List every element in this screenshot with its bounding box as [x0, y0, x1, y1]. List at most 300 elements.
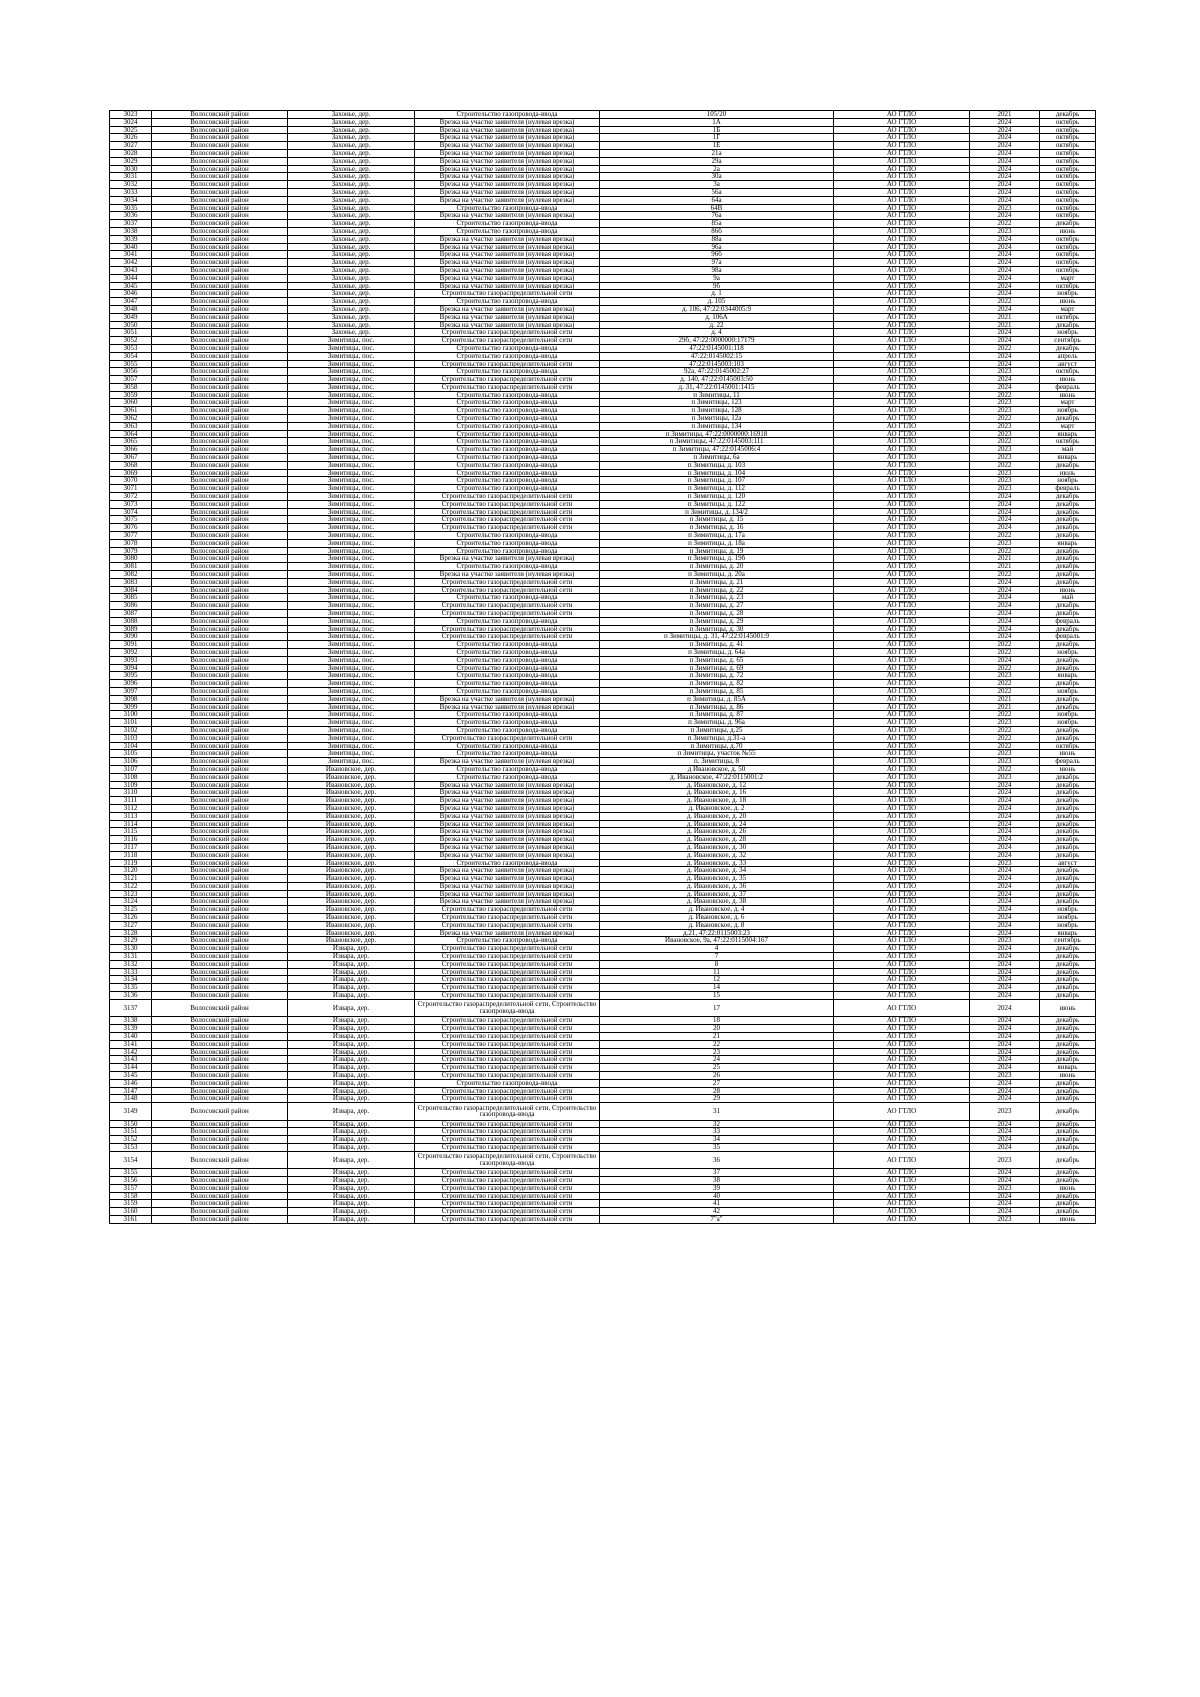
table-row	[110, 290, 1096, 298]
cell-month: октябрь	[1040, 157, 1096, 165]
cell-work-type: Врезка на участке заявителя (нулевая врезка)	[415, 118, 600, 126]
cell-row-number: 3128	[110, 929, 152, 937]
cell-year: 2023	[970, 719, 1040, 727]
cell-row-number: 3110	[110, 789, 152, 797]
cell-district: Волосовский район	[152, 508, 288, 516]
cell-settlement: Зимитицы, пос.	[288, 695, 415, 703]
cell-row-number: 3123	[110, 890, 152, 898]
cell-month: ноябрь	[1040, 914, 1096, 922]
cell-settlement: Извара, дер.	[288, 992, 415, 1000]
cell-work-type: Врезка на участке заявителя (нулевая врезка)	[415, 259, 600, 267]
cell-organization: АО ГТЛО	[834, 1064, 970, 1072]
cell-year: 2022	[970, 547, 1040, 555]
cell-address: 22	[600, 1040, 834, 1048]
cell-organization: АО ГТЛО	[834, 555, 970, 563]
cell-row-number: 3133	[110, 968, 152, 976]
table-row	[110, 157, 1096, 165]
table-row	[110, 906, 1096, 914]
cell-district: Волосовский район	[152, 539, 288, 547]
cell-district: Волосовский район	[152, 212, 288, 220]
cell-address: п Зимитицы, 47:22:0145003:111	[600, 438, 834, 446]
cell-year: 2024	[970, 875, 1040, 883]
cell-year: 2021	[970, 313, 1040, 321]
cell-district: Волосовский район	[152, 305, 288, 313]
cell-year: 2024	[970, 1200, 1040, 1208]
cell-organization: АО ГТЛО	[834, 493, 970, 501]
table-row	[110, 196, 1096, 204]
cell-organization: АО ГТЛО	[834, 313, 970, 321]
cell-settlement: Зимитицы, пос.	[288, 641, 415, 649]
cell-work-type: Врезка на участке заявителя (нулевая врезка)	[415, 555, 600, 563]
cell-address: д. Ивановское, д. 8	[600, 921, 834, 929]
cell-organization: АО ГТЛО	[834, 1216, 970, 1224]
cell-year: 2022	[970, 664, 1040, 672]
cell-month: ноябрь	[1040, 719, 1096, 727]
table-row	[110, 1032, 1096, 1040]
cell-year: 2024	[970, 1048, 1040, 1056]
cell-month: октябрь	[1040, 118, 1096, 126]
cell-row-number: 3124	[110, 898, 152, 906]
cell-organization: АО ГТЛО	[834, 758, 970, 766]
cell-year: 2024	[970, 500, 1040, 508]
cell-work-type: Строительство газопровода-ввода	[415, 430, 600, 438]
cell-organization: АО ГТЛО	[834, 1151, 970, 1169]
cell-row-number: 3136	[110, 992, 152, 1000]
cell-district: Волосовский район	[152, 1056, 288, 1064]
cell-month: декабрь	[1040, 797, 1096, 805]
cell-address: д. 105	[600, 298, 834, 306]
cell-work-type: Строительство газопровода-ввода	[415, 750, 600, 758]
cell-row-number: 3054	[110, 352, 152, 360]
cell-address: п Зимитицы, д. 19	[600, 547, 834, 555]
cell-work-type: Строительство газораспределительной сети	[415, 1136, 600, 1144]
cell-month: декабрь	[1040, 555, 1096, 563]
cell-year: 2021	[970, 111, 1040, 119]
cell-organization: АО ГТЛО	[834, 344, 970, 352]
cell-row-number: 3064	[110, 430, 152, 438]
cell-row-number: 3070	[110, 477, 152, 485]
cell-month: декабрь	[1040, 820, 1096, 828]
cell-row-number: 3086	[110, 602, 152, 610]
table-row	[110, 500, 1096, 508]
cell-organization: АО ГТЛО	[834, 337, 970, 345]
cell-row-number: 3141	[110, 1040, 152, 1048]
cell-row-number: 3122	[110, 882, 152, 890]
cell-organization: АО ГТЛО	[834, 875, 970, 883]
cell-month: декабрь	[1040, 415, 1096, 423]
cell-address: п Зимитицы, д.25	[600, 726, 834, 734]
cell-organization: АО ГТЛО	[834, 407, 970, 415]
cell-year: 2024	[970, 524, 1040, 532]
cell-settlement: Зимитицы, пос.	[288, 656, 415, 664]
cell-district: Волосовский район	[152, 765, 288, 773]
cell-row-number: 3131	[110, 953, 152, 961]
cell-organization: АО ГТЛО	[834, 399, 970, 407]
cell-address: п Зимитицы, 47:22:0000000:16918	[600, 430, 834, 438]
table-row	[110, 1216, 1096, 1224]
table-row	[110, 602, 1096, 610]
cell-organization: АО ГТЛО	[834, 524, 970, 532]
cell-work-type: Строительство газопровода-ввода	[415, 719, 600, 727]
cell-work-type: Строительство газопровода-ввода	[415, 438, 600, 446]
table-row	[110, 516, 1096, 524]
table-row	[110, 633, 1096, 641]
cell-row-number: 3079	[110, 547, 152, 555]
cell-work-type: Строительство газопровода-ввода	[415, 368, 600, 376]
cell-row-number: 3117	[110, 843, 152, 851]
cell-organization: АО ГТЛО	[834, 461, 970, 469]
cell-work-type: Строительство газораспределительной сети	[415, 1025, 600, 1033]
table-row	[110, 921, 1096, 929]
cell-row-number: 3060	[110, 399, 152, 407]
table-row	[110, 235, 1096, 243]
cell-district: Волосовский район	[152, 1048, 288, 1056]
table-row	[110, 882, 1096, 890]
table-row	[110, 282, 1096, 290]
cell-organization: АО ГТЛО	[834, 656, 970, 664]
cell-organization: АО ГТЛО	[834, 532, 970, 540]
cell-month: декабрь	[1040, 1087, 1096, 1095]
cell-settlement: Извара, дер.	[288, 968, 415, 976]
cell-row-number: 3139	[110, 1025, 152, 1033]
cell-address: Ивановское, 9а, 47:22:0115004:167	[600, 937, 834, 945]
table-row	[110, 313, 1096, 321]
cell-organization: АО ГТЛО	[834, 937, 970, 945]
cell-row-number: 3134	[110, 976, 152, 984]
table-row	[110, 438, 1096, 446]
cell-address: д. 4	[600, 329, 834, 337]
cell-settlement: Захонье, дер.	[288, 165, 415, 173]
cell-row-number: 3091	[110, 641, 152, 649]
table-row	[110, 781, 1096, 789]
cell-organization: АО ГТЛО	[834, 274, 970, 282]
cell-address: п Зимитицы, д. 21	[600, 578, 834, 586]
table-row	[110, 539, 1096, 547]
cell-work-type: Врезка на участке заявителя (нулевая врезка)	[415, 695, 600, 703]
cell-address: 37	[600, 1169, 834, 1177]
cell-settlement: Ивановское, дер.	[288, 851, 415, 859]
cell-row-number: 3061	[110, 407, 152, 415]
cell-month: август	[1040, 859, 1096, 867]
cell-district: Волосовский район	[152, 1144, 288, 1152]
cell-settlement: Извара, дер.	[288, 1056, 415, 1064]
cell-district: Волосовский район	[152, 149, 288, 157]
table-row	[110, 953, 1096, 961]
cell-district: Волосовский район	[152, 750, 288, 758]
cell-settlement: Зимитицы, пос.	[288, 383, 415, 391]
cell-row-number: 3115	[110, 828, 152, 836]
cell-address: п Зимитицы, д. 23	[600, 594, 834, 602]
cell-year: 2024	[970, 274, 1040, 282]
cell-address: п Зимитицы, д. 103	[600, 461, 834, 469]
table-row	[110, 111, 1096, 119]
cell-organization: АО ГТЛО	[834, 921, 970, 929]
cell-district: Волосовский район	[152, 1087, 288, 1095]
cell-year: 2024	[970, 337, 1040, 345]
cell-settlement: Извара, дер.	[288, 1095, 415, 1103]
cell-address: 31	[600, 1103, 834, 1121]
cell-address: д. 22	[600, 321, 834, 329]
cell-month: декабрь	[1040, 1103, 1096, 1121]
cell-work-type: Строительство газораспределительной сети	[415, 329, 600, 337]
cell-work-type: Врезка на участке заявителя (нулевая врезка)	[415, 820, 600, 828]
cell-year: 2024	[970, 843, 1040, 851]
cell-district: Волосовский район	[152, 415, 288, 423]
cell-work-type: Строительство газораспределительной сети	[415, 1192, 600, 1200]
cell-work-type: Строительство газораспределительной сети	[415, 578, 600, 586]
cell-row-number: 3034	[110, 196, 152, 204]
cell-organization: АО ГТЛО	[834, 1208, 970, 1216]
cell-year: 2023	[970, 859, 1040, 867]
cell-month: октябрь	[1040, 196, 1096, 204]
cell-address: д. Ивановское, д. 4	[600, 906, 834, 914]
cell-row-number: 3120	[110, 867, 152, 875]
cell-settlement: Зимитицы, пос.	[288, 399, 415, 407]
cell-year: 2024	[970, 851, 1040, 859]
cell-address: 26	[600, 1071, 834, 1079]
cell-organization: АО ГТЛО	[834, 290, 970, 298]
cell-work-type: Строительство газопровода-ввода	[415, 672, 600, 680]
cell-address: п Зимитицы, д. 85	[600, 687, 834, 695]
table-row	[110, 446, 1096, 454]
cell-row-number: 3150	[110, 1120, 152, 1128]
cell-organization: АО ГТЛО	[834, 1025, 970, 1033]
cell-organization: АО ГТЛО	[834, 1103, 970, 1121]
cell-month: февраль	[1040, 485, 1096, 493]
cell-year: 2024	[970, 165, 1040, 173]
cell-month: июнь	[1040, 586, 1096, 594]
cell-organization: АО ГТЛО	[834, 259, 970, 267]
cell-district: Волосовский район	[152, 914, 288, 922]
cell-month: декабрь	[1040, 984, 1096, 992]
cell-address: п Зимитицы, д. 96а	[600, 719, 834, 727]
cell-address: п Зимитицы, д. 107	[600, 477, 834, 485]
cell-row-number: 3143	[110, 1056, 152, 1064]
cell-address: п Зимитицы, 128	[600, 407, 834, 415]
cell-address: п Зимитицы, д. 30	[600, 625, 834, 633]
cell-year: 2022	[970, 641, 1040, 649]
table-row	[110, 485, 1096, 493]
cell-year: 2024	[970, 820, 1040, 828]
cell-district: Волосовский район	[152, 726, 288, 734]
cell-row-number: 3049	[110, 313, 152, 321]
cell-district: Волосовский район	[152, 1208, 288, 1216]
cell-year: 2024	[970, 290, 1040, 298]
cell-year: 2023	[970, 773, 1040, 781]
cell-work-type: Врезка на участке заявителя (нулевая врезка)	[415, 804, 600, 812]
cell-work-type: Строительство газораспределительной сети	[415, 376, 600, 384]
cell-district: Волосовский район	[152, 968, 288, 976]
cell-row-number: 3102	[110, 726, 152, 734]
cell-row-number: 3063	[110, 422, 152, 430]
cell-address: 11	[600, 968, 834, 976]
cell-row-number: 3057	[110, 376, 152, 384]
cell-year: 2022	[970, 726, 1040, 734]
cell-work-type: Врезка на участке заявителя (нулевая врезка)	[415, 235, 600, 243]
cell-organization: АО ГТЛО	[834, 1071, 970, 1079]
table-row	[110, 968, 1096, 976]
cell-district: Волосовский район	[152, 781, 288, 789]
cell-row-number: 3025	[110, 126, 152, 134]
cell-settlement: Ивановское, дер.	[288, 890, 415, 898]
cell-month: октябрь	[1040, 368, 1096, 376]
cell-row-number: 3074	[110, 508, 152, 516]
cell-work-type: Строительство газопровода-ввода	[415, 680, 600, 688]
cell-address: 1Г	[600, 134, 834, 142]
cell-address: 30а	[600, 173, 834, 181]
cell-district: Волосовский район	[152, 906, 288, 914]
cell-district: Волосовский район	[152, 500, 288, 508]
cell-settlement: Зимитицы, пос.	[288, 352, 415, 360]
cell-work-type: Врезка на участке заявителя (нулевая врезка)	[415, 149, 600, 157]
cell-row-number: 3109	[110, 781, 152, 789]
cell-work-type: Врезка на участке заявителя (нулевая врезка)	[415, 134, 600, 142]
cell-district: Волосовский район	[152, 555, 288, 563]
cell-district: Волосовский район	[152, 157, 288, 165]
cell-month: декабрь	[1040, 1017, 1096, 1025]
cell-district: Волосовский район	[152, 687, 288, 695]
cell-month: декабрь	[1040, 516, 1096, 524]
cell-address: п Зимитицы, д.70	[600, 742, 834, 750]
cell-month: декабрь	[1040, 1208, 1096, 1216]
cell-work-type: Строительство газопровода-ввода	[415, 687, 600, 695]
cell-year: 2024	[970, 134, 1040, 142]
cell-work-type: Врезка на участке заявителя (нулевая врезка)	[415, 781, 600, 789]
cell-row-number: 3099	[110, 703, 152, 711]
cell-organization: АО ГТЛО	[834, 804, 970, 812]
cell-settlement: Зимитицы, пос.	[288, 602, 415, 610]
table-row	[110, 508, 1096, 516]
cell-organization: АО ГТЛО	[834, 1200, 970, 1208]
cell-year: 2024	[970, 1040, 1040, 1048]
cell-work-type: Строительство газораспределительной сети	[415, 1128, 600, 1136]
cell-address: п Зимитицы, д. 134/2	[600, 508, 834, 516]
table-row	[110, 843, 1096, 851]
cell-year: 2022	[970, 765, 1040, 773]
table-row	[110, 984, 1096, 992]
table-row	[110, 734, 1096, 742]
cell-row-number: 3145	[110, 1071, 152, 1079]
table-row	[110, 836, 1096, 844]
cell-organization: АО ГТЛО	[834, 726, 970, 734]
cell-district: Волосовский район	[152, 1169, 288, 1177]
cell-organization: АО ГТЛО	[834, 750, 970, 758]
cell-district: Волосовский район	[152, 882, 288, 890]
cell-year: 2024	[970, 789, 1040, 797]
cell-work-type: Врезка на участке заявителя (нулевая врезка)	[415, 898, 600, 906]
cell-district: Волосовский район	[152, 1120, 288, 1128]
cell-year: 2023	[970, 422, 1040, 430]
cell-row-number: 3161	[110, 1216, 152, 1224]
cell-work-type: Строительство газораспределительной сети	[415, 516, 600, 524]
cell-work-type: Строительство газораспределительной сети	[415, 1056, 600, 1064]
cell-organization: АО ГТЛО	[834, 220, 970, 228]
cell-district: Волосовский район	[152, 1040, 288, 1048]
cell-month: март	[1040, 422, 1096, 430]
cell-year: 2024	[970, 493, 1040, 501]
cell-row-number: 3103	[110, 734, 152, 742]
cell-row-number: 3046	[110, 290, 152, 298]
cell-organization: АО ГТЛО	[834, 243, 970, 251]
cell-organization: АО ГТЛО	[834, 1079, 970, 1087]
cell-address: 15	[600, 992, 834, 1000]
table-row	[110, 820, 1096, 828]
cell-month: январь	[1040, 1064, 1096, 1072]
cell-settlement: Зимитицы, пос.	[288, 539, 415, 547]
cell-row-number: 3056	[110, 368, 152, 376]
cell-district: Волосовский район	[152, 446, 288, 454]
cell-settlement: Захонье, дер.	[288, 220, 415, 228]
cell-work-type: Строительство газораспределительной сети	[415, 1200, 600, 1208]
cell-organization: АО ГТЛО	[834, 165, 970, 173]
cell-organization: АО ГТЛО	[834, 1032, 970, 1040]
cell-address: 23	[600, 1048, 834, 1056]
cell-work-type: Строительство газораспределительной сети	[415, 1120, 600, 1128]
cell-row-number: 3094	[110, 664, 152, 672]
cell-district: Волосовский район	[152, 820, 288, 828]
cell-district: Волосовский район	[152, 617, 288, 625]
cell-organization: АО ГТЛО	[834, 1177, 970, 1185]
table-row	[110, 321, 1096, 329]
cell-work-type: Строительство газопровода-ввода	[415, 617, 600, 625]
cell-district: Волосовский район	[152, 1184, 288, 1192]
cell-district: Волосовский район	[152, 422, 288, 430]
cell-district: Волосовский район	[152, 1177, 288, 1185]
cell-row-number: 3042	[110, 259, 152, 267]
cell-address: 21а	[600, 149, 834, 157]
cell-work-type: Строительство газораспределительной сети	[415, 500, 600, 508]
cell-district: Волосовский район	[152, 758, 288, 766]
table-row	[110, 1103, 1096, 1121]
cell-month: декабрь	[1040, 898, 1096, 906]
table-row	[110, 1040, 1096, 1048]
cell-district: Волосовский район	[152, 399, 288, 407]
table-row	[110, 181, 1096, 189]
cell-row-number: 3113	[110, 812, 152, 820]
cell-address: 1Б	[600, 126, 834, 134]
cell-month: июнь	[1040, 1216, 1096, 1224]
cell-settlement: Ивановское, дер.	[288, 820, 415, 828]
cell-month: декабрь	[1040, 1151, 1096, 1169]
cell-settlement: Ивановское, дер.	[288, 781, 415, 789]
cell-month: декабрь	[1040, 578, 1096, 586]
table-row	[110, 719, 1096, 727]
cell-address: д. Ивановское, д. 18	[600, 797, 834, 805]
cell-district: Волосовский район	[152, 337, 288, 345]
cell-row-number: 3069	[110, 469, 152, 477]
cell-organization: АО ГТЛО	[834, 1056, 970, 1064]
table-row	[110, 360, 1096, 368]
cell-work-type: Строительство газопровода-ввода	[415, 227, 600, 235]
cell-work-type: Врезка на участке заявителя (нулевая врезка)	[415, 266, 600, 274]
cell-address: 96б	[600, 251, 834, 259]
cell-organization: АО ГТЛО	[834, 898, 970, 906]
cell-month: июнь	[1040, 391, 1096, 399]
cell-organization: АО ГТЛО	[834, 711, 970, 719]
cell-year: 2024	[970, 188, 1040, 196]
cell-address: п Зимитицы, д. 18а	[600, 539, 834, 547]
cell-year: 2022	[970, 711, 1040, 719]
cell-district: Волосовский район	[152, 999, 288, 1017]
cell-month: декабрь	[1040, 953, 1096, 961]
cell-work-type: Строительство газораспределительной сети	[415, 625, 600, 633]
table-row	[110, 937, 1096, 945]
cell-month: май	[1040, 594, 1096, 602]
cell-month: декабрь	[1040, 1192, 1096, 1200]
cell-address: п Зимитицы, д. 86	[600, 703, 834, 711]
cell-work-type: Врезка на участке заявителя (нулевая врезка)	[415, 243, 600, 251]
cell-year: 2024	[970, 984, 1040, 992]
